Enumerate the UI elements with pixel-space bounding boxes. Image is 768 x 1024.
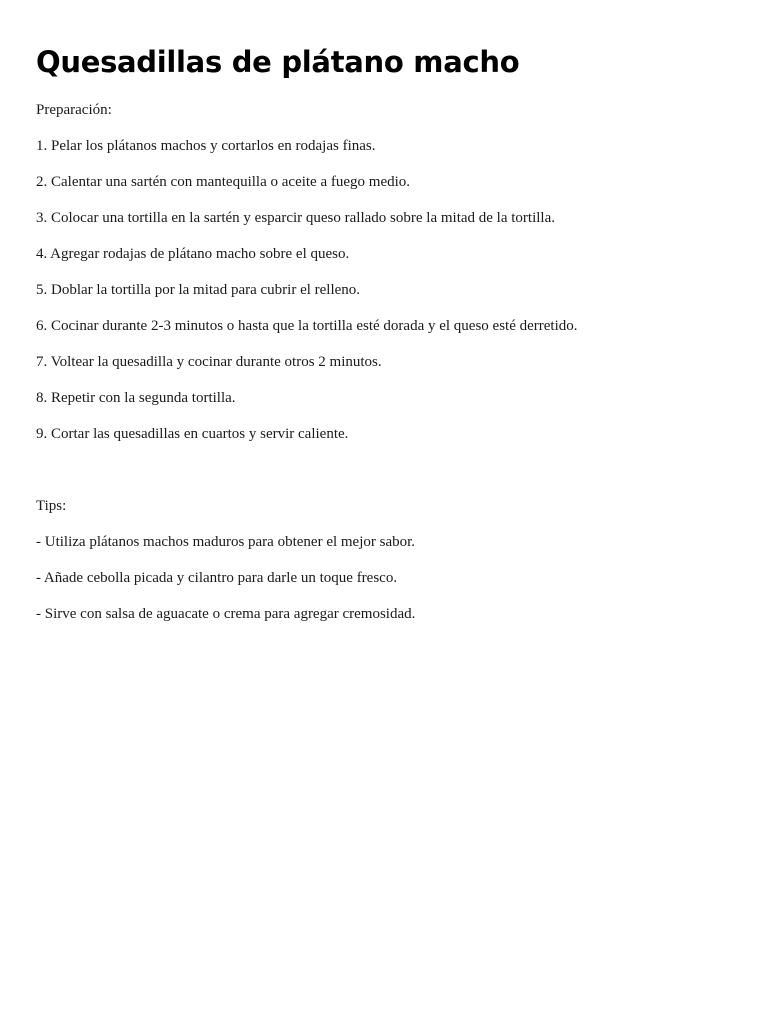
tip-item: - Añade cebolla picada y cilantro para darle un toque fresco. — [36, 570, 398, 586]
step-item: 1. Pelar los plátanos machos y cortarlos en rodajas finas. — [36, 138, 376, 154]
preparation-heading: Preparación: — [36, 102, 112, 118]
step-item: 7. Voltear la quesadilla y cocinar durante otros 2 minutos. — [36, 354, 382, 370]
tip-item: - Sirve con salsa de aguacate o crema para agregar cremosidad. — [36, 606, 416, 622]
step-item: 9. Cortar las quesadillas en cuartos y servir caliente. — [36, 426, 349, 442]
recipe-document — [36, 40, 736, 632]
step-item: 2. Calentar una sartén con mantequilla o aceite a fuego medio. — [36, 174, 411, 190]
page-title: Quesadillas de plátano macho — [36, 45, 520, 79]
tips-list — [36, 524, 736, 632]
step-item: 5. Doblar la tortilla por la mitad para cubrir el relleno. — [36, 282, 361, 298]
step-item: 4. Agregar rodajas de plátano macho sobre el queso. — [36, 246, 350, 262]
tip-item: - Utiliza plátanos machos maduros para obtener el mejor sabor. — [36, 534, 416, 550]
step-item: 8. Repetir con la segunda tortilla. — [36, 390, 236, 406]
section-spacer — [36, 452, 736, 488]
steps-list — [36, 128, 736, 452]
step-item: 6. Cocinar durante 2-3 minutos o hasta que la tortilla esté dorada y el queso esté derretido. — [36, 318, 578, 334]
step-item: 3. Colocar una tortilla en la sartén y esparcir queso rallado sobre la mitad de la tortilla. — [36, 210, 555, 226]
tips-heading: Tips: — [36, 498, 67, 514]
